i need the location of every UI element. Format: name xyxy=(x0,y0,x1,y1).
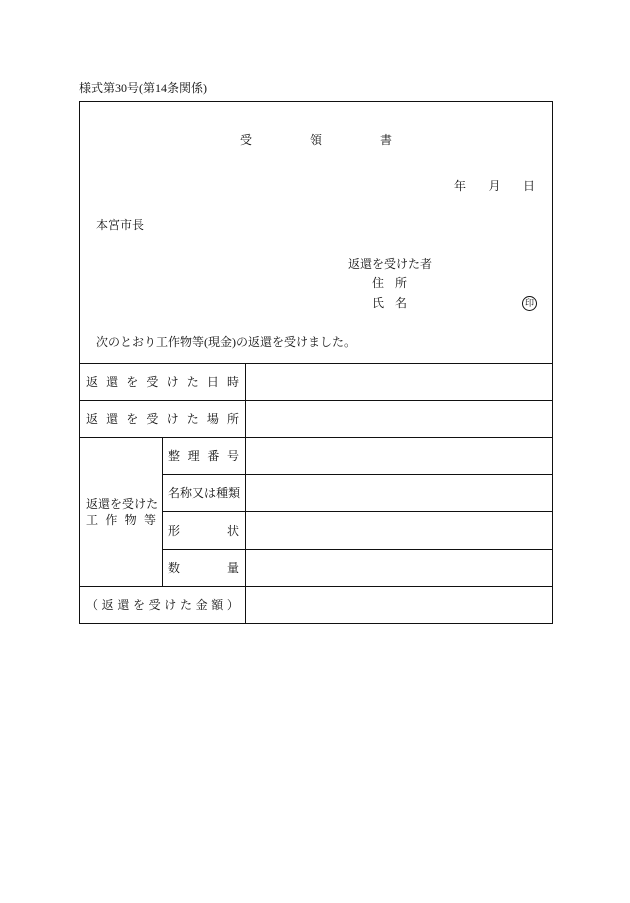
name-or-type-label-cell xyxy=(162,474,245,511)
document-title xyxy=(240,133,392,147)
return-datetime-label-cell xyxy=(80,363,245,400)
label-char: 状 xyxy=(226,523,239,538)
label-char: 数 xyxy=(168,561,181,575)
label-char: 受 xyxy=(146,375,159,389)
returned-items-label-line1 xyxy=(86,496,159,512)
label-char: 住 xyxy=(372,276,385,290)
shape-label xyxy=(168,524,239,538)
form-header xyxy=(80,102,552,363)
label-char: 量 xyxy=(226,561,239,575)
label-char: 日 xyxy=(522,179,535,193)
label-char: 作 xyxy=(105,513,118,527)
return-place-value-cell xyxy=(245,400,552,437)
label-char: 額 xyxy=(211,598,224,612)
label-char: 受 xyxy=(148,598,161,612)
label-char: 所 xyxy=(394,276,407,290)
statement: 次のとおり工作物等(現金)の返還を受けました。 xyxy=(96,335,356,349)
label-char: 返 xyxy=(86,497,99,511)
reference-number-label xyxy=(168,449,239,463)
label-char: 場 xyxy=(206,412,219,426)
label-char: （ xyxy=(86,598,99,612)
return-amount-value-cell xyxy=(245,586,552,623)
return-place-label xyxy=(86,412,239,426)
label-char: 受 xyxy=(146,412,159,426)
label-char: 時 xyxy=(226,375,239,389)
label-char: 等 xyxy=(143,513,156,527)
return-amount-label xyxy=(86,598,239,612)
label-char: 返 xyxy=(86,375,99,389)
label-char: 受 xyxy=(240,133,253,147)
label-char: 理 xyxy=(187,449,200,463)
label-char: 月 xyxy=(488,179,501,193)
label-char: 物 xyxy=(124,513,137,527)
label-char: た xyxy=(146,497,159,511)
name-label xyxy=(372,296,407,310)
label-char: 又 xyxy=(192,486,205,500)
name-or-type-value-cell xyxy=(245,474,552,511)
label-char: 受 xyxy=(122,497,135,511)
recipient-heading: 返還を受けた者 xyxy=(348,257,433,271)
label-char: 所 xyxy=(226,412,239,426)
shape-value-cell xyxy=(245,511,552,549)
label-char: た xyxy=(186,375,199,389)
label-char: を xyxy=(126,375,139,389)
label-char: 書 xyxy=(379,133,392,147)
label-char: 年 xyxy=(454,179,467,193)
label-char: は xyxy=(204,486,217,500)
label-char: け xyxy=(164,598,177,612)
label-char: 称 xyxy=(180,486,193,500)
label-char: を xyxy=(110,497,123,511)
label-char: 日 xyxy=(206,375,219,389)
label-char: 領 xyxy=(309,133,322,147)
receipt-table xyxy=(80,363,552,623)
receipt-form xyxy=(79,101,553,624)
return-amount-label-cell xyxy=(80,586,245,623)
label-char: 還 xyxy=(106,375,119,389)
returned-items-group-cell xyxy=(80,437,162,586)
label-char: 類 xyxy=(228,486,241,500)
label-char: け xyxy=(166,375,179,389)
quantity-label xyxy=(168,561,239,575)
label-char: 返 xyxy=(101,598,114,612)
label-char: 形 xyxy=(168,523,181,538)
label-char: 番 xyxy=(207,449,220,463)
label-char: 還 xyxy=(117,598,130,612)
label-char: 返 xyxy=(86,412,99,426)
label-char: 氏 xyxy=(372,296,385,310)
label-char: た xyxy=(186,412,199,426)
label-char: 名 xyxy=(394,296,407,310)
name-or-type-label xyxy=(168,486,239,500)
label-char: 還 xyxy=(98,497,111,511)
label-char: を xyxy=(132,598,145,612)
quantity-label-cell xyxy=(162,549,245,586)
shape-label-cell xyxy=(162,511,245,549)
label-char: け xyxy=(134,497,147,511)
reference-number-value-cell xyxy=(245,437,552,474)
label-char: 種 xyxy=(216,486,229,500)
label-char: ） xyxy=(226,598,239,612)
form-number: 様式第30号(第14条関係) xyxy=(79,81,207,95)
label-char: 還 xyxy=(106,412,119,426)
return-place-label-cell xyxy=(80,400,245,437)
date-line xyxy=(454,179,535,193)
label-char: を xyxy=(126,412,139,426)
returned-items-label-line2 xyxy=(86,512,156,528)
reference-number-label-cell xyxy=(162,437,245,474)
label-char: け xyxy=(166,412,179,426)
label-char: た xyxy=(179,598,192,612)
label-char: 工 xyxy=(86,513,99,527)
label-char: 整 xyxy=(168,449,181,463)
addressee: 本宮市長 xyxy=(96,218,145,232)
seal-mark: 印 xyxy=(522,296,537,311)
label-char: 号 xyxy=(226,449,239,463)
return-datetime-value-cell xyxy=(245,363,552,400)
quantity-value-cell xyxy=(245,549,552,586)
label-char: 金 xyxy=(195,598,208,612)
return-datetime-label xyxy=(86,375,239,389)
address-label xyxy=(372,276,407,290)
label-char: 名 xyxy=(168,486,181,500)
